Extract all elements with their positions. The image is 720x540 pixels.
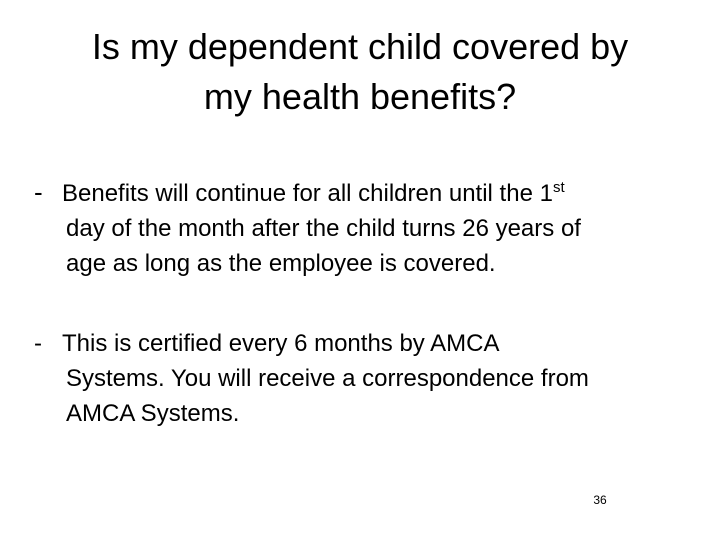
bullet-2-line-2: Systems. You will receive a correspondence from — [66, 365, 589, 392]
bullet-benefits-continue — [34, 175, 684, 281]
title-line-2: my health benefits? — [203, 76, 517, 117]
bullet-dash-marker: - — [34, 330, 42, 357]
bullet-1-line-3: age as long as the employee is covered. — [66, 250, 496, 277]
bullet-1-text-1: Benefits will continue for all children until the 1 — [62, 180, 553, 207]
ordinal-superscript: st — [552, 179, 565, 196]
bullet-certification — [34, 326, 684, 431]
bullet-1-line-1 — [34, 175, 684, 211]
slide-title — [20, 22, 700, 122]
bullet-1-line-2: day of the month after the child turns 26 years of — [66, 215, 581, 242]
bullet-2-line-3: AMCA Systems. — [66, 400, 240, 427]
bullet-2-text-1: This is certified every 6 months by AMCA — [62, 330, 500, 357]
bullet-2-line-1 — [34, 326, 684, 361]
title-line-1: Is my dependent child covered by — [91, 26, 629, 67]
bullet-dash-marker: - — [34, 177, 43, 207]
page-number: 36 — [593, 493, 607, 507]
